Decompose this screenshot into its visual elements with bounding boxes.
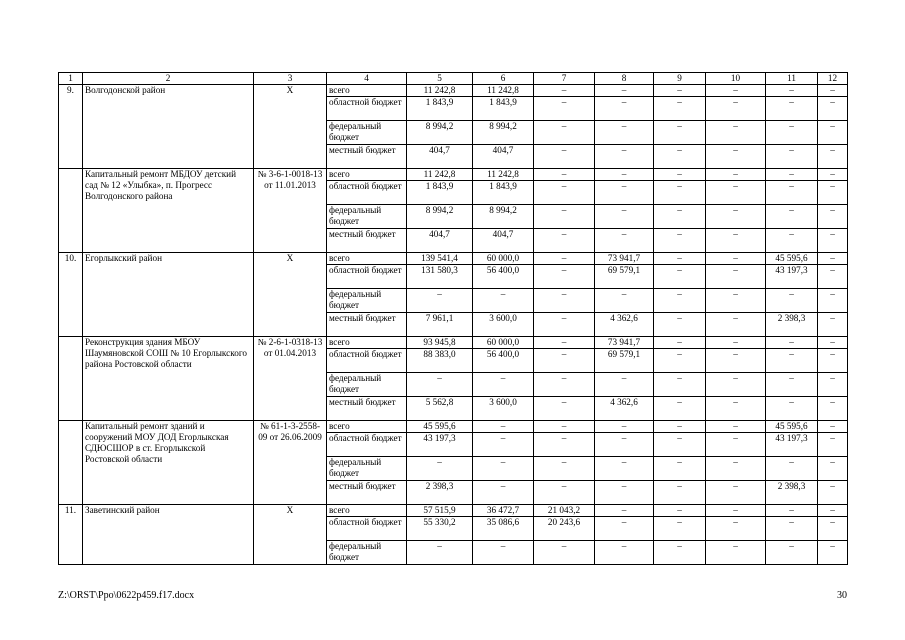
value-cell: – [706,349,766,373]
header-cell: 8 [595,73,654,85]
value-cell: – [706,313,766,337]
value-cell: – [654,421,706,433]
value-cell: 11 242,8 [473,85,534,97]
document-reference: Х [254,253,327,337]
funding-source: всего [327,505,407,517]
row-number: 10. [59,253,83,337]
value-cell: 35 086,6 [473,517,534,541]
object-name: Заветинский район [83,505,254,565]
funding-source: всего [327,169,407,181]
value-cell: – [595,229,654,253]
funding-source: федеральный бюджет [327,205,407,229]
value-cell: – [818,433,848,457]
value-cell: – [654,397,706,421]
header-cell: 12 [818,73,848,85]
value-cell: – [473,433,534,457]
value-cell: 2 398,3 [407,481,473,505]
value-cell: – [654,541,706,565]
value-cell: – [706,421,766,433]
value-cell: – [766,97,818,121]
value-cell: – [706,541,766,565]
document-reference: № 3-6-1-0018-13 от 11.01.2013 [254,169,327,253]
value-cell: – [818,289,848,313]
value-cell: – [534,433,595,457]
value-cell: 404,7 [473,229,534,253]
funding-source: федеральный бюджет [327,457,407,481]
value-cell: 1 843,9 [473,181,534,205]
value-cell: 69 579,1 [595,265,654,289]
value-cell: 45 595,6 [766,253,818,265]
document-reference: Х [254,505,327,565]
value-cell: – [534,397,595,421]
value-cell: – [706,97,766,121]
value-cell: – [766,505,818,517]
header-cell: 7 [534,73,595,85]
funding-source: федеральный бюджет [327,373,407,397]
value-cell: 4 362,6 [595,397,654,421]
value-cell: – [706,253,766,265]
page-number: 30 [837,590,847,601]
table-row [59,253,848,265]
value-cell: 73 941,7 [595,337,654,349]
funding-source: областной бюджет [327,517,407,541]
value-cell: – [818,313,848,337]
table-row [59,505,848,517]
value-cell: – [706,373,766,397]
value-cell: – [407,541,473,565]
file-path: Z:\ORST\Ppo\0622p459.f17.docx [58,590,195,601]
value-cell: – [818,265,848,289]
value-cell: – [534,253,595,265]
value-cell: – [654,433,706,457]
funding-source: местный бюджет [327,229,407,253]
value-cell: – [534,97,595,121]
value-cell: – [766,397,818,421]
value-cell: – [818,373,848,397]
value-cell: – [654,373,706,397]
value-cell: – [534,229,595,253]
object-name: Волгодонской район [83,85,254,169]
value-cell: – [654,505,706,517]
value-cell: – [654,145,706,169]
value-cell: 131 580,3 [407,265,473,289]
value-cell: – [766,181,818,205]
value-cell: – [654,289,706,313]
value-cell: – [766,517,818,541]
value-cell: 45 595,6 [407,421,473,433]
header-cell: 2 [83,73,254,85]
row-number: 11. [59,505,83,565]
value-cell: – [534,481,595,505]
value-cell: – [595,421,654,433]
object-name: Капитальный ремонт зданий и сооружений МОУ ДОД Егорлыкская СДЮСШОР в ст. Егорлыкской Ростовской области [83,421,254,505]
value-cell: 8 994,2 [473,121,534,145]
value-cell: – [766,457,818,481]
value-cell: – [818,421,848,433]
row-number [59,337,83,421]
funding-source: федеральный бюджет [327,541,407,565]
value-cell: 43 197,3 [407,433,473,457]
value-cell: 3 600,0 [473,313,534,337]
value-cell: – [534,265,595,289]
funding-source: всего [327,85,407,97]
value-cell: 8 994,2 [473,205,534,229]
value-cell: – [534,349,595,373]
value-cell: – [818,85,848,97]
value-cell: 404,7 [473,145,534,169]
value-cell: – [534,373,595,397]
value-cell: 139 541,4 [407,253,473,265]
value-cell: – [706,145,766,169]
value-cell: – [407,457,473,481]
value-cell: 43 197,3 [766,433,818,457]
value-cell: – [706,265,766,289]
value-cell: – [595,97,654,121]
funding-source: местный бюджет [327,397,407,421]
value-cell: – [706,397,766,421]
table-row [59,421,848,433]
header-cell: 9 [654,73,706,85]
value-cell: – [654,349,706,373]
value-cell: – [534,541,595,565]
row-number [59,169,83,253]
value-cell: – [473,541,534,565]
value-cell: 3 600,0 [473,397,534,421]
value-cell: – [766,349,818,373]
value-cell: – [654,313,706,337]
value-cell: – [706,169,766,181]
funding-source: федеральный бюджет [327,121,407,145]
table-row [59,85,848,97]
value-cell: – [654,253,706,265]
document-reference: № 61-1-3-2558-09 от 26.06.2009 [254,421,327,505]
value-cell: – [534,85,595,97]
object-name: Реконструкция здания МБОУ Шаумяновской СОШ № 10 Егорлыкского района Ростовской области [83,337,254,421]
value-cell: 21 043,2 [534,505,595,517]
budget-table [58,72,848,565]
value-cell: 1 843,9 [473,97,534,121]
value-cell: – [766,121,818,145]
value-cell: – [818,349,848,373]
value-cell: – [654,169,706,181]
value-cell: – [818,229,848,253]
value-cell: – [654,457,706,481]
value-cell: – [534,181,595,205]
value-cell: 69 579,1 [595,349,654,373]
header-cell: 1 [59,73,83,85]
value-cell: – [766,541,818,565]
value-cell: – [473,421,534,433]
table-row [59,169,848,181]
value-cell: 404,7 [407,145,473,169]
value-cell: 7 961,1 [407,313,473,337]
document-reference: Х [254,85,327,169]
value-cell: – [766,145,818,169]
value-cell: – [534,337,595,349]
value-cell: – [654,265,706,289]
value-cell: – [766,373,818,397]
row-number [59,421,83,505]
value-cell: – [534,145,595,169]
value-cell: – [595,505,654,517]
value-cell: – [706,229,766,253]
funding-source: местный бюджет [327,145,407,169]
value-cell: 1 843,9 [407,181,473,205]
value-cell: – [818,97,848,121]
value-cell: – [595,169,654,181]
header-cell: 6 [473,73,534,85]
value-cell: 1 843,9 [407,97,473,121]
funding-source: местный бюджет [327,313,407,337]
value-cell: – [818,121,848,145]
value-cell: – [595,289,654,313]
value-cell: – [534,313,595,337]
value-cell: – [706,433,766,457]
value-cell: – [766,169,818,181]
value-cell: – [818,253,848,265]
value-cell: 36 472,7 [473,505,534,517]
funding-source: местный бюджет [327,481,407,505]
value-cell: – [595,373,654,397]
value-cell: – [766,85,818,97]
header-cell: 3 [254,73,327,85]
document-reference: № 2-6-1-0318-13 от 01.04.2013 [254,337,327,421]
value-cell: – [706,457,766,481]
value-cell: – [654,337,706,349]
value-cell: 2 398,3 [766,481,818,505]
value-cell: – [595,85,654,97]
value-cell: – [473,373,534,397]
value-cell: – [534,289,595,313]
value-cell: – [706,517,766,541]
value-cell: 4 362,6 [595,313,654,337]
value-cell: – [534,457,595,481]
value-cell: – [473,457,534,481]
value-cell: – [595,121,654,145]
value-cell: 45 595,6 [766,421,818,433]
value-cell: 5 562,8 [407,397,473,421]
value-cell: – [818,457,848,481]
value-cell: 20 243,6 [534,517,595,541]
value-cell: 73 941,7 [595,253,654,265]
value-cell: – [654,481,706,505]
funding-source: областной бюджет [327,181,407,205]
value-cell: 56 400,0 [473,349,534,373]
funding-source: областной бюджет [327,265,407,289]
object-name: Егорлыкский район [83,253,254,337]
funding-source: всего [327,253,407,265]
header-cell: 10 [706,73,766,85]
value-cell: – [595,541,654,565]
value-cell: – [818,145,848,169]
funding-source: областной бюджет [327,349,407,373]
value-cell: 55 330,2 [407,517,473,541]
value-cell: 8 994,2 [407,121,473,145]
value-cell: – [706,181,766,205]
value-cell: – [595,517,654,541]
value-cell: – [654,121,706,145]
value-cell: – [473,481,534,505]
value-cell: – [654,205,706,229]
value-cell: – [818,397,848,421]
value-cell: – [766,205,818,229]
value-cell: – [595,145,654,169]
value-cell: – [654,97,706,121]
funding-source: федеральный бюджет [327,289,407,313]
header-row [59,73,848,85]
value-cell: – [534,121,595,145]
value-cell: 60 000,0 [473,337,534,349]
funding-source: всего [327,337,407,349]
value-cell: – [818,505,848,517]
value-cell: – [818,181,848,205]
value-cell: – [818,517,848,541]
value-cell: 60 000,0 [473,253,534,265]
value-cell: 11 242,8 [407,169,473,181]
value-cell: – [706,289,766,313]
value-cell: – [534,205,595,229]
value-cell: – [706,505,766,517]
value-cell: – [407,289,473,313]
value-cell: – [818,541,848,565]
value-cell: – [595,181,654,205]
value-cell: – [706,337,766,349]
value-cell: 43 197,3 [766,265,818,289]
value-cell: – [654,85,706,97]
value-cell: – [473,289,534,313]
value-cell: 11 242,8 [407,85,473,97]
value-cell: – [407,373,473,397]
value-cell: 88 383,0 [407,349,473,373]
value-cell: – [595,205,654,229]
funding-source: областной бюджет [327,97,407,121]
value-cell: – [766,289,818,313]
value-cell: – [534,421,595,433]
value-cell: – [706,85,766,97]
value-cell: – [706,121,766,145]
value-cell: – [654,181,706,205]
value-cell: – [818,337,848,349]
value-cell: 2 398,3 [766,313,818,337]
value-cell: 11 242,8 [473,169,534,181]
funding-source: областной бюджет [327,433,407,457]
value-cell: – [766,229,818,253]
header-cell: 4 [327,73,407,85]
value-cell: – [595,433,654,457]
value-cell: 8 994,2 [407,205,473,229]
value-cell: 93 945,8 [407,337,473,349]
value-cell: – [654,517,706,541]
table-row [59,337,848,349]
funding-source: всего [327,421,407,433]
header-cell: 5 [407,73,473,85]
value-cell: – [818,169,848,181]
object-name: Капитальный ремонт МБДОУ детский сад № 12 «Улыбка», п. Прогресс Волгодонского района [83,169,254,253]
value-cell: – [818,481,848,505]
value-cell: – [706,205,766,229]
value-cell: 404,7 [407,229,473,253]
row-number: 9. [59,85,83,169]
header-cell: 11 [766,73,818,85]
value-cell: – [818,205,848,229]
value-cell: – [595,481,654,505]
value-cell: – [766,337,818,349]
value-cell: – [534,169,595,181]
value-cell: 56 400,0 [473,265,534,289]
value-cell: – [654,229,706,253]
value-cell: – [706,481,766,505]
value-cell: – [595,457,654,481]
value-cell: 57 515,9 [407,505,473,517]
